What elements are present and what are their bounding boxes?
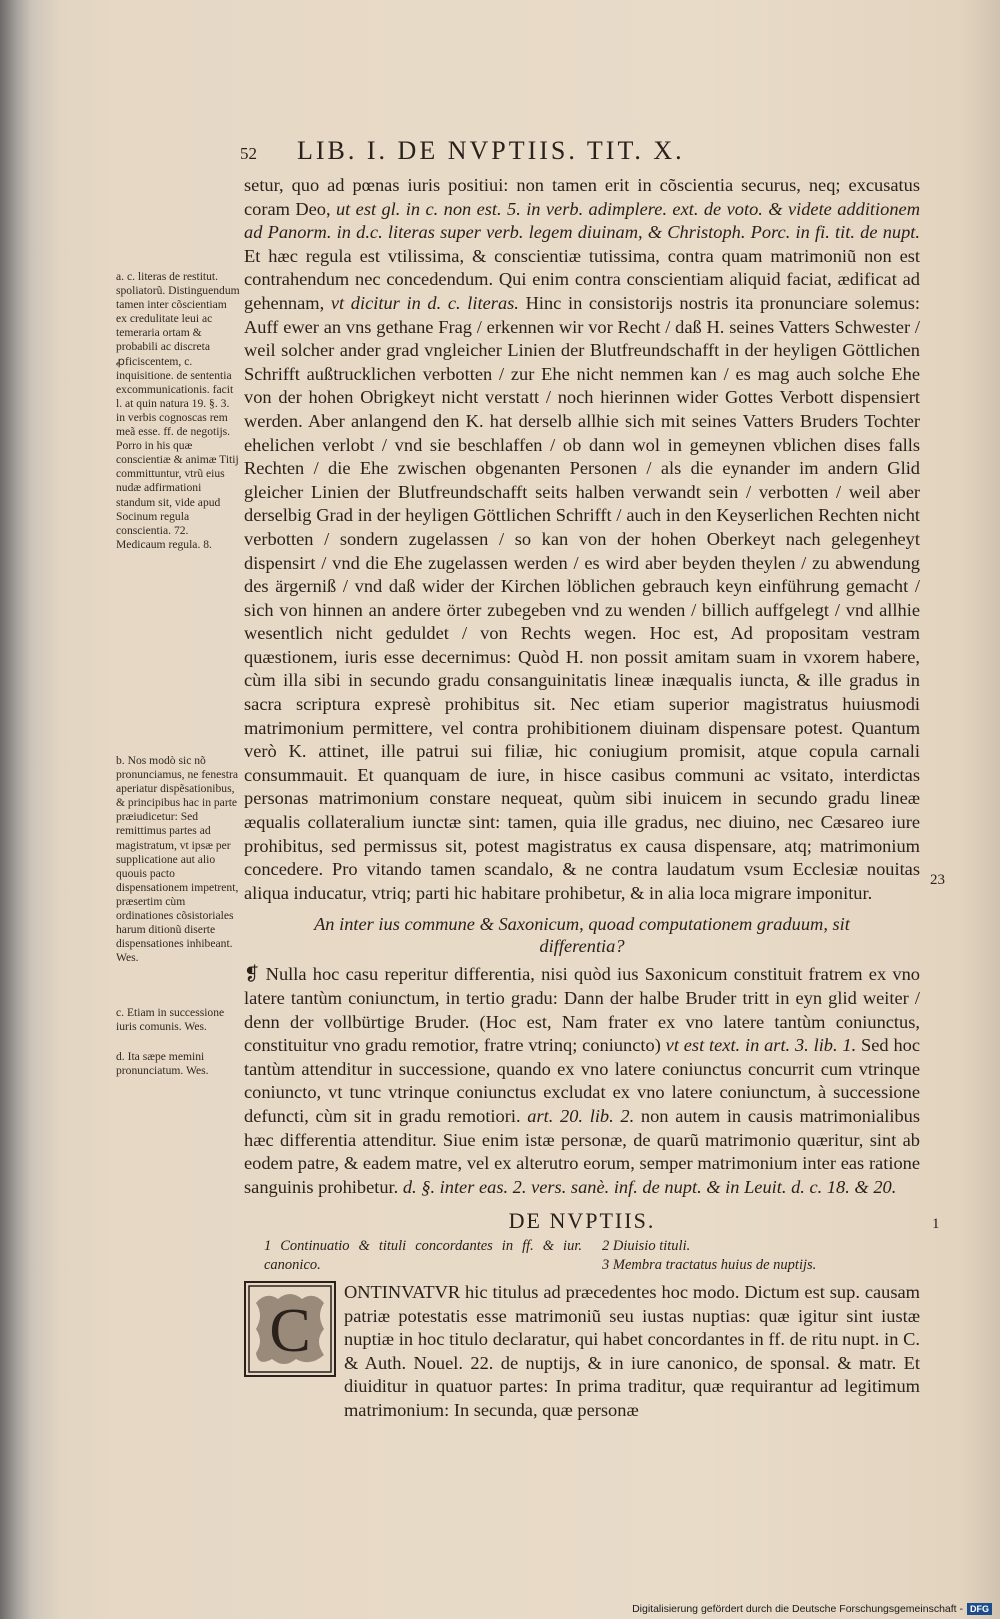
paragraph-3: ONTINVATVR hic titulus ad præcedentes hoc modo. Dictum est sup. causam patriæ potestatis esse matrimoniũ seu iustas nuptias: quæ igitur sint iustæ nuptiæ in hoc titulo declaratur, qui habet concordantes in ff. de ritu nupt. in C. & Auth. Nouel. 22. de nuptijs, & in iure canonico, de sponsal. & matr. Et diuiditur in quatuor partes: In prima traditur, quæ requirantur ad legitimum matrimonium: In secunda, quæ personæ (344, 1281, 920, 1420)
paragraph-1: setur, quo ad pœnas iuris positiui: non tamen erit in cõscientia securus, neq; excusatus coram Deo, ut est gl. in c. non est. 5. in verb. adimplere. ext. de voto. & videte additionem ad Panorm. in d.c. literas super verb. legem diuinam, & Christoph. Porc. in fi. tit. de nupt. Et hæc regula est vtilissima, & conscientiæ tutissima, contra quam matrimoniũ non est contrahendum nec concedendum. Qui enim contra conscientiam aliquid faciat, ædificat ad gehennam, vt dicitur in d. c. literas. Hinc in consistorijs nostris ita pronunciare solemus: Auff ewer an vns gethane Frag / erkennen wir vor Recht / daß H. seines Vatters Schwester / weil solcher ander grad vngleicher Linien der Blutfreundschafft in der heyligen Göttlichen Schrifft außtrucklichen verbotten / zur Ehe nicht nemmen kan / es mag auch solche Ehe von der hohen Obrigkeyt nicht verstatt / noch hierinnen wider Gottes Verbott dispensiert werden. Aber anlangend den K. hat derselb allhie sich mit seines Vatters Bruders Tochter ehelichen verlobt / vnd sie beschlaffen / ob dann wol in gemeynen vblichen dises falls Rechten / die Ehe zwischen obgenanten Personen / als die eynander im andern Glid gleicher Linien der Blutfreundschafft seits halben verwandt sein / verbotten / weil aber derselbig Grad in der heyligen Göttlichen Schrifft / auch in den Keyserlichen Rechten nicht verbotten / sondern zugelassen / so kan von der hohen Oberkeyt nach gelegenheyt dispensirt / vnd die Ehe zugelassen werden / es wird aber beyden theylen / zu abwendung des ärgerniß / vnd daß wider der Kirchen löblichen gebrauch keyn einführung gemacht / sich von hinnen an andere örter zubegeben vnd zu wenden / billich auffgelegt / vnd allhie wesentlich nicht geduldet / von Rechts wegen. Hoc est, Ad propositam vestram quæstionem, iuris esse decernimus: Quòd H. non possit amitam suam in vxorem habere, cùm illa sibi in secundo gradu consanguinitatis lineæ inæqualis iuncta, & ille gradus in sacra scriptura expresè prohibitus sit. Nec etiam superior magistratus huiusmodi matrimonium permittere, vel contra prohibitionem diuinam dispensare potest. Quantum verò K. attinet, ille patrui sui filiæ, hic coniugium promisit, atque copula carnali consummauit. Et quanquam de iure, in hisce casibus communi ac vsitato, interdictas personas matrimonium constare nequeat, quùm sibi inuicem in secundo gradu lineæ æqualis collateralium iunctæ sint: tamen, quia ille gradus, nec diuino, nec Cæsareo iure prohibitus, sed permissus sit, potest magistratus ex causa dispensare, atq; matrimonium concedere. Pro vitando tamen scandalo, & ne contra laudatum vsum Ecclesiæ nouitas aliqua inducatur, vtriq; parti hic habitare prohibetur, & in alia loca migrare imponitur. (244, 175, 920, 903)
decorated-initial-icon (244, 1281, 336, 1377)
page-number: 52 (240, 144, 257, 163)
opening-paragraph (244, 1281, 920, 1423)
footer (632, 1603, 992, 1615)
summary-item-3: 3 Membra tractatus huius de nuptijs. (602, 1256, 817, 1273)
summary-item-1: 1 Continuatio & tituli concordantes in ff. & iur. canonico. (264, 1237, 582, 1273)
question-heading: An inter ius commune & Saxonicum, quoad computationem graduum, sit differentia? (314, 914, 850, 957)
running-title: LIB. I. DE NVPTIIS. TIT. X. (297, 136, 685, 165)
footer-text: Digitalisierung gefördert durch die Deutsche Forschungsgemeinschaft - (632, 1603, 963, 1615)
summary-item-2: 2 Diuisio tituli. (602, 1237, 691, 1254)
main-text (244, 174, 920, 1423)
summary-list (244, 1237, 920, 1275)
margin-note-a: a. c. literas de restitut. spoliatorũ. Distinguendum tamen inter cõscientiam ex credulitate leui ac temeraria ortam & probabili ac discreta ꝓficiscentem, c. inquisitione. de sententia excommunicationis. facit l. at quin natura 19. §. 3. in verbis cognoscas rem meã esse. ff. de negotijs. Porro in his quæ conscientiæ & animæ Titij committuntur, vtrũ eius nudæ adfirmationi standum sit, vide apud Socinum regula conscientia. 72. Medicaum regula. 8. (116, 270, 240, 551)
margin-note-d: d. Ita sæpe memini pronunciatum. Wes. (116, 1050, 209, 1078)
page-header (240, 136, 850, 166)
margin-note-c: c. Etiam in successione iuris comunis. Wes. (116, 1006, 225, 1034)
dfg-logo-icon: DFG (967, 1603, 992, 1615)
margin-number-1: 1 (932, 1216, 940, 1232)
section-title: DE NVPTIIS. (508, 1208, 656, 1234)
margin-note-b: b. Nos modò sic nõ pronunciamus, ne fenestra aperiatur dispẽsationibus, & principibus hac in parte præiudicetur: Sed remittimus partes ad magistratum, vt ipsæ per supplicatione aut alio quouis pacto dispensationem impetrent, præsertim cùm ordinationes cõsistoriales harum ditionũ diserte dispensationes inhibeant. Wes. (116, 754, 239, 965)
margin-number-23: 23 (930, 872, 945, 888)
paragraph-2: ❡ Nulla hoc casu reperitur differentia, nisi quòd ius Saxonicum constituit fratrem ex vno latere tantùm coniunctum, in tertio gradu: Dann der halbe Bruder tritt in eyn glid weiter / denn der vollbürtige Bruder. (Hoc est, Nam frater ex vno latere tantùm coniunctus, constituitur vno gradu remotior, fratre vtrinq; coniuncto) vt est text. in art. 3. lib. 1. Sed hoc tantùm attenditur in successione, quando ex vno latere coniunctus concurrit cum vtrinque coniuncto, vt tunc vtrinque coniunctus excludat ex vno latere coniunctum, à successione defuncti, cùm sit in gradu remotiori. art. 20. lib. 2. non autem in causis matrimonialibus hæc differentia attenditur. Siue enim istæ personæ, de quarũ matrimonio quæritur, sint ab eodem patre, & eadem matre, vel ex alterutro eorum, semper matrimonium inter eas ratione sanguinis prohibetur. d. §. inter eas. 2. vers. sanè. inf. de nupt. & in Leuit. d. c. 18. & 20. (244, 964, 921, 1197)
svg-text:C: C (269, 1296, 311, 1365)
